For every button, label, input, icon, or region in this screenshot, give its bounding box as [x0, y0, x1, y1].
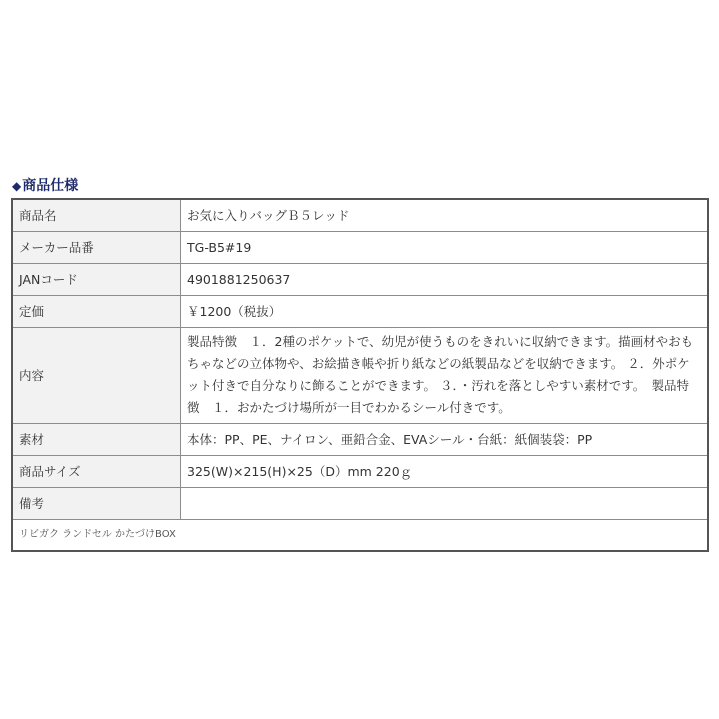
row-label: 商品名: [12, 199, 181, 232]
table-row: [12, 328, 708, 424]
spec-table: [11, 198, 709, 552]
row-value: 4901881250637: [181, 264, 709, 296]
section-title: [12, 176, 78, 196]
row-value: 製品特徴 １．2種のポケットで、幼児が使うものをきれいに収納できます。描画材やおもちゃなどの立体物や、お絵描き帳や折り紙などの紙製品などを収納できます。 ２．外ポケット付きで自分なりに飾ることができます。 ３．・汚れを落としやすい素材です。 製品特徴 １．おかたづけ場所が一目でわかるシール付きです。: [181, 328, 709, 424]
table-row: [12, 296, 708, 328]
table-row: [12, 264, 708, 296]
row-label: メーカー品番: [12, 232, 181, 264]
row-value: お気に入りバッグＢ５レッド: [181, 199, 709, 232]
table-row: [12, 456, 708, 488]
row-value: 本体：PP、PE、ナイロン、亜鉛合金、EVAシール・台紙：紙個装袋：PP: [181, 424, 709, 456]
table-row: [12, 488, 708, 520]
table-row: [12, 424, 708, 456]
row-value: ￥1200（税抜）: [181, 296, 709, 328]
footer-text: リビガク ランドセル かたづけBOX: [12, 520, 708, 552]
row-label: 商品サイズ: [12, 456, 181, 488]
table-row: [12, 199, 708, 232]
table-footer-row: [12, 520, 708, 552]
row-value: TG-B5#19: [181, 232, 709, 264]
row-label: 備考: [12, 488, 181, 520]
row-label: JANコード: [12, 264, 181, 296]
diamond-icon: ◆: [12, 179, 22, 193]
row-value: 325(W)×215(H)×25（D）mm 220ｇ: [181, 456, 709, 488]
row-label: 素材: [12, 424, 181, 456]
row-label: 内容: [12, 328, 181, 424]
table-row: [12, 232, 708, 264]
row-label: 定価: [12, 296, 181, 328]
section-title-text: 商品仕様: [22, 178, 79, 194]
row-value: [181, 488, 709, 520]
